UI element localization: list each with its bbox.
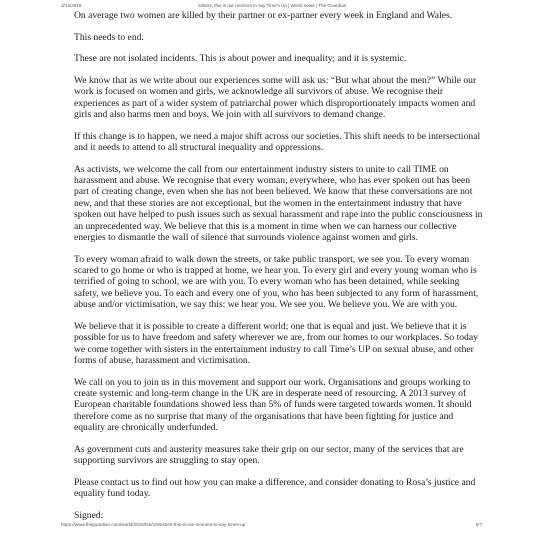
paragraph: As activists, we welcome the call from our entertainment industry sisters to unite to call TIME on harassment and abuse. We recognise that every woman, everywhere, who has ever spoken out has been part of creating change, even when she has not been believed. We know that these conversations are not new, and that these stories are not exceptional, but the women in the entertainment industry that have spoken out have helped to push issues such as sexual harassment and rape into the public consciousness in an unprecedented way. We believe that this is a moment in time when we can harness our collective energies to dismantle the wall of silence that surrounds violence against women and girls. xyxy=(74,163,483,244)
paragraph: To every woman afraid to walk down the streets, or take public transport, we see you. To every woman scared to go home or who is trapped at home, we hear you. To every girl and every young woman who is terrified of going to school, we are with you. To every woman who has been detained, while seeking safety, we believe you. To each and every one of you, who has been subjected to any form of harassment, abuse and/or victimisation, we say this: we hear you. We see you. We believe you. We are with you. xyxy=(74,253,479,311)
article-body xyxy=(74,10,486,531)
paragraph: If this change is to happen, we need a major shift across our societies. This shift needs to be intersectional and it needs to attend to all structural inequality and oppressions. xyxy=(74,130,481,153)
paragraph: On average two women are killed by their partner or ex-partner every week in England and Wales. xyxy=(74,10,453,21)
paragraph: Please contact us to find out how you can make a difference, and consider donating to Rosa’s justice and equality fund today. xyxy=(74,476,476,500)
paragraph: This needs to end. xyxy=(74,31,144,43)
print-date: 2/14/2018 xyxy=(61,3,82,8)
page-footer xyxy=(0,522,544,530)
source-url: https://www.theguardian.com/world/2018/feb/18/sisters-this-is-our-moment-to-say-times-up xyxy=(61,522,246,527)
document-title: Sisters, this is our moment to say Time's Up | World news | The Guardian xyxy=(197,3,347,8)
paragraph: These are not isolated incidents. This is about power and inequality; and it is systemic. xyxy=(74,53,407,65)
page-number: 5/7 xyxy=(475,522,482,527)
paragraph: We believe that it is possible to create a different world; one that is equal and just. We believe that it is possible for us to have freedom and safety wherever we are, from our homes to our workplaces. So today we come together with sisters in the entertainment industry to call Time’s UP on sexual abuse, and other forms of abuse, harassment and victimisation. xyxy=(74,320,478,367)
paragraph: We know that as we write about our experiences some will ask us: “But what about the men?” While our work is focused on women and girls, we acknowledge all survivors of abuse. We recognise their experiences as part of a wider system of patriarchal power which disproportionately impacts women and girls and also harms men and boys. We join with all survivors to demand change. xyxy=(74,74,477,120)
signed-label: Signed: xyxy=(74,509,104,521)
paragraph: We call on you to join us in this movement and support our work. Organisations and groups working to create systemic and long-term change in the UK are in desperate need of resourcing. A 2013 survey of European charitable foundations showed less than 5% of funds were targeted towards women. It should therefore come as no surprise that many of the organisations that have been fighting for justice and equality are chronically underfunded. xyxy=(74,376,472,434)
paragraph: As government cuts and austerity measures take their grip on our sector, many of the services that are supporting survivors are struggling to stay open. xyxy=(74,443,464,467)
